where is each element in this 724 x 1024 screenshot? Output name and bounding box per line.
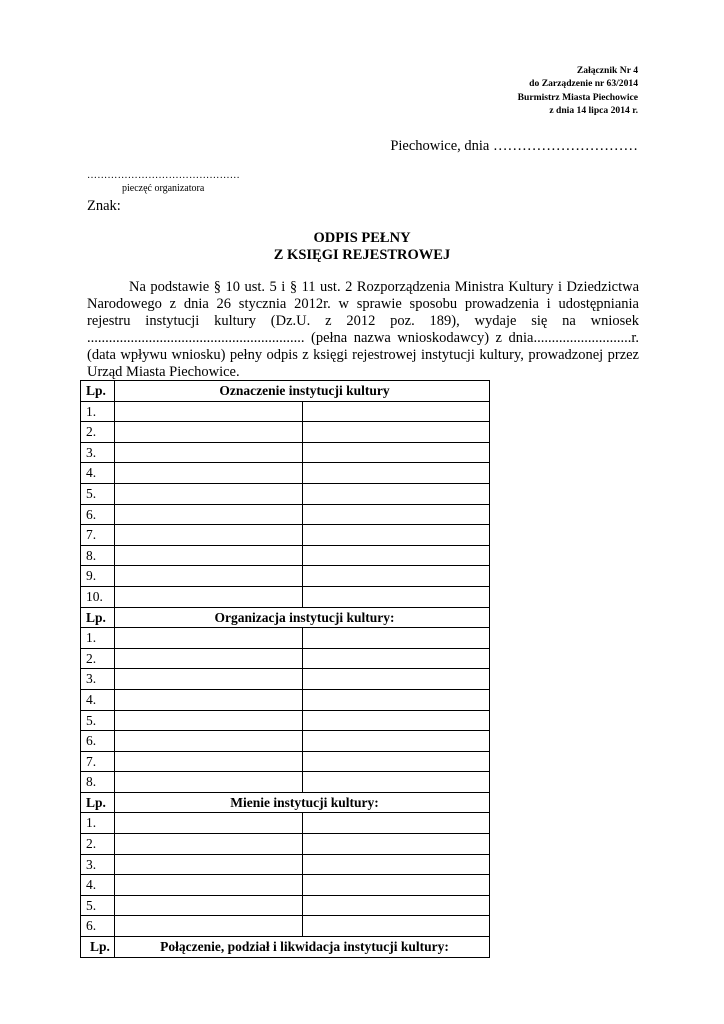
entry-cell-right[interactable] [303,689,490,710]
entry-cell-left[interactable] [115,422,303,443]
place-date-line: Piechowice, dnia ………………………… [390,138,638,154]
table-row [81,545,490,566]
table-row [81,483,490,504]
stamp-dotted-line: ……………………………………… [87,170,240,181]
table-row [81,442,490,463]
entry-cell-right[interactable] [303,442,490,463]
entry-cell-left[interactable] [115,916,303,937]
entry-cell-left[interactable] [115,401,303,422]
attachment-number: Załącznik Nr 4 [576,65,638,76]
row-number-cell: 7. [81,525,115,546]
entry-cell-left[interactable] [115,813,303,834]
entry-cell-right[interactable] [303,566,490,587]
entry-cell-left[interactable] [115,483,303,504]
entry-cell-left[interactable] [115,731,303,752]
row-number-cell: 6. [81,731,115,752]
register-table-body [81,381,490,958]
document-title [0,230,724,264]
entry-cell-left[interactable] [115,628,303,649]
row-number-cell: 2. [81,648,115,669]
entry-cell-right[interactable] [303,710,490,731]
attachment-header [518,64,638,118]
table-row [81,628,490,649]
entry-cell-right[interactable] [303,545,490,566]
entry-cell-left[interactable] [115,895,303,916]
entry-cell-right[interactable] [303,669,490,690]
table-row [81,463,490,484]
entry-cell-right[interactable] [303,483,490,504]
entry-cell-right[interactable] [303,772,490,793]
entry-cell-left[interactable] [115,875,303,896]
lp-header-cell: Lp. [81,792,115,813]
row-number-cell: 2. [81,422,115,443]
section-title-cell: Mienie instytucji kultury: [115,792,490,813]
row-number-cell: 4. [81,875,115,896]
table-row [81,751,490,772]
row-number-cell: 6. [81,504,115,525]
entry-cell-left[interactable] [115,566,303,587]
entry-cell-right[interactable] [303,916,490,937]
section-header-row [81,937,490,958]
entry-cell-right[interactable] [303,751,490,772]
entry-cell-right[interactable] [303,834,490,855]
entry-cell-left[interactable] [115,751,303,772]
table-row [81,834,490,855]
row-number-cell: 7. [81,751,115,772]
entry-cell-right[interactable] [303,895,490,916]
table-row [81,875,490,896]
row-number-cell: 3. [81,854,115,875]
row-number-cell: 6. [81,916,115,937]
section-title-cell: Połączenie, podział i likwidacja instytucji kultury: [115,937,490,958]
entry-cell-right[interactable] [303,401,490,422]
entry-cell-right[interactable] [303,586,490,607]
table-row [81,586,490,607]
row-number-cell: 2. [81,834,115,855]
row-number-cell: 3. [81,669,115,690]
lp-header-cell: Lp. [81,937,115,958]
row-number-cell: 1. [81,628,115,649]
attachment-issuer: Burmistrz Miasta Piechowice [517,91,638,103]
attachment-ordinance: do Zarządzenie nr 63/2014 [529,78,638,90]
entry-cell-right[interactable] [303,525,490,546]
entry-cell-left[interactable] [115,710,303,731]
row-number-cell: 4. [81,463,115,484]
entry-cell-right[interactable] [303,813,490,834]
entry-cell-left[interactable] [115,772,303,793]
entry-cell-left[interactable] [115,525,303,546]
table-row [81,772,490,793]
body-paragraph: Na podstawie § 10 ust. 5 i § 11 ust. 2 Rozporządzenia Ministra Kultury i Dziedzictwa Narodowego z dnia 26 stycznia 2012r. w sprawie sposobu prowadzenia i udostępniania rejestru instytucji kultury (Dz.U. z 2012 poz. 189), wydaje się na wniosek ............................................................ (pełna nazwa wnioskodawcy) z dnia...........................r. (data wpływu wniosku) pełny odpis z księgi rejestrowej instytucji kultury, prowadzonej przez Urząd Miasta Piechowice. [87,279,639,381]
table-row [81,895,490,916]
table-row [81,710,490,731]
row-number-cell: 5. [81,710,115,731]
table-row [81,813,490,834]
entry-cell-left[interactable] [115,504,303,525]
table-row [81,525,490,546]
entry-cell-right[interactable] [303,504,490,525]
register-table [80,380,490,958]
section-title-cell: Organizacja instytucji kultury: [115,607,490,628]
entry-cell-right[interactable] [303,422,490,443]
table-row [81,669,490,690]
row-number-cell: 1. [81,401,115,422]
entry-cell-right[interactable] [303,628,490,649]
entry-cell-right[interactable] [303,648,490,669]
entry-cell-left[interactable] [115,442,303,463]
entry-cell-left[interactable] [115,463,303,484]
row-number-cell: 9. [81,566,115,587]
attachment-date: z dnia 14 lipca 2014 r. [549,105,638,117]
table-row [81,566,490,587]
row-number-cell: 4. [81,689,115,710]
entry-cell-left[interactable] [115,545,303,566]
row-number-cell: 3. [81,442,115,463]
stamp-label: pieczęć organizatora [122,183,205,194]
row-number-cell: 10. [81,586,115,607]
entry-cell-left[interactable] [115,586,303,607]
table-row [81,648,490,669]
table-row [81,401,490,422]
section-header-row [81,792,490,813]
entry-cell-right[interactable] [303,854,490,875]
section-title-cell: Oznaczenie instytucji kultury [115,381,490,402]
entry-cell-left[interactable] [115,648,303,669]
table-row [81,916,490,937]
reference-sign-label: Znak: [87,198,121,214]
table-row [81,422,490,443]
table-row [81,504,490,525]
entry-cell-right[interactable] [303,875,490,896]
entry-cell-right[interactable] [303,463,490,484]
entry-cell-left[interactable] [115,689,303,710]
row-number-cell: 8. [81,772,115,793]
entry-cell-right[interactable] [303,731,490,752]
title-line-2: Z KSIĘGI REJESTROWEJ [273,247,451,263]
lp-header-cell: Lp. [81,381,115,402]
section-header-row [81,607,490,628]
section-header-row [81,381,490,402]
table-row [81,731,490,752]
row-number-cell: 1. [81,813,115,834]
entry-cell-left[interactable] [115,854,303,875]
row-number-cell: 8. [81,545,115,566]
title-line-1: ODPIS PEŁNY [313,230,411,246]
table-row [81,854,490,875]
entry-cell-left[interactable] [115,834,303,855]
entry-cell-left[interactable] [115,669,303,690]
lp-header-cell: Lp. [81,607,115,628]
table-row [81,689,490,710]
row-number-cell: 5. [81,895,115,916]
row-number-cell: 5. [81,483,115,504]
